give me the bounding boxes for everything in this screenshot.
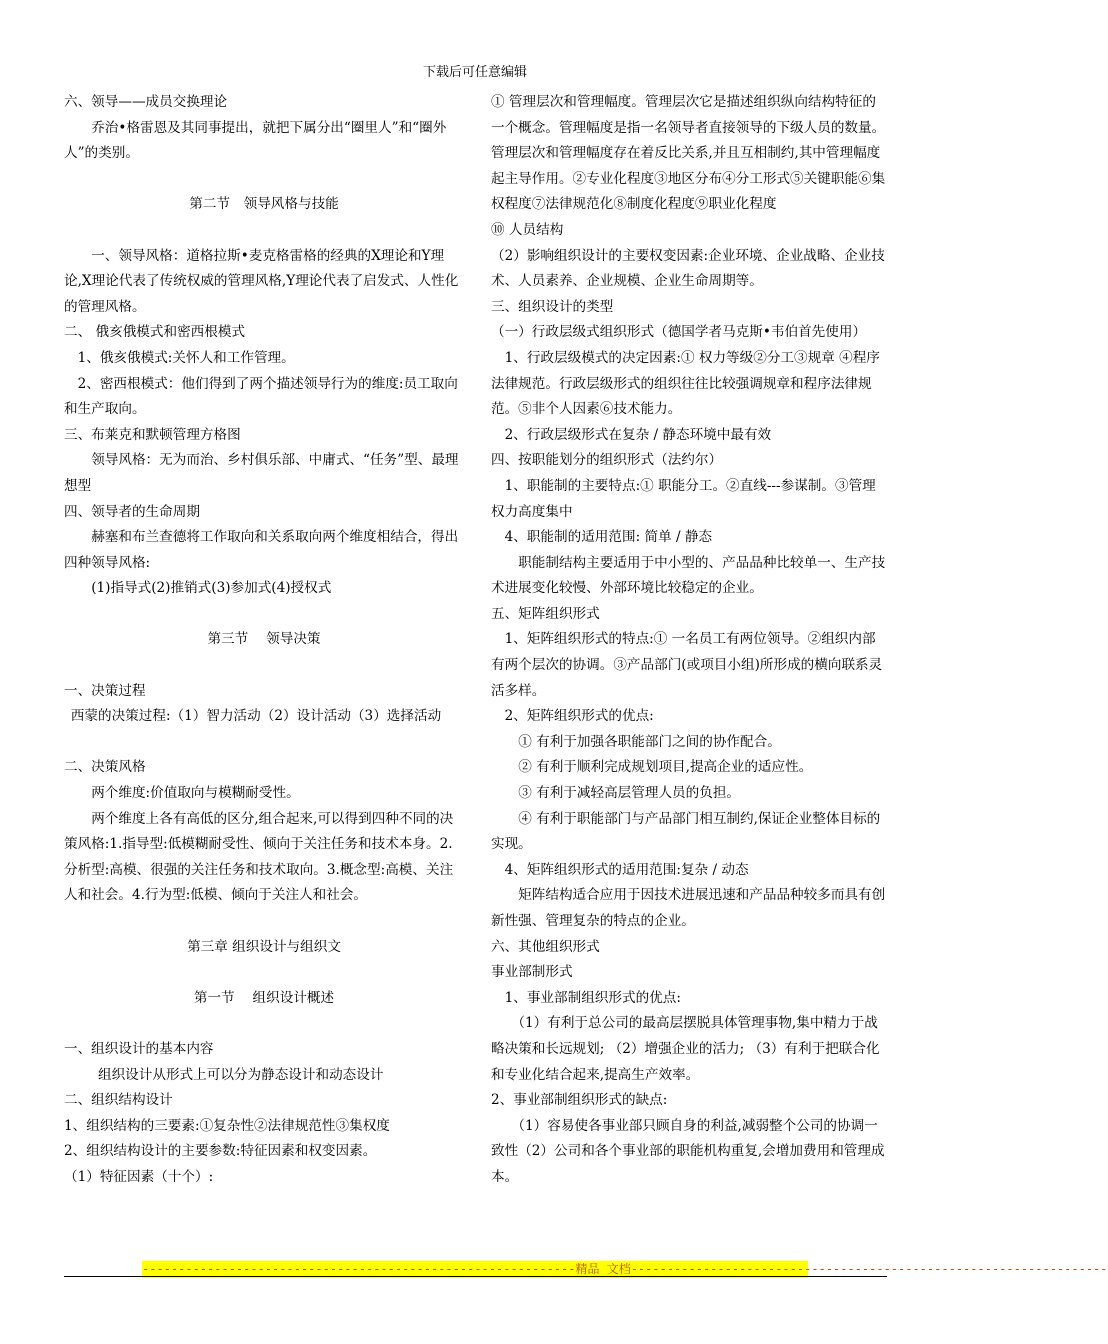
list-item: ① 有利于加强各职能部门之间的协作配合。: [518, 733, 781, 750]
paragraph: 事业部制形式: [491, 964, 573, 981]
section-title: 第一节 组织设计概述: [193, 989, 335, 1006]
paragraph: 矩阵结构适合应用于因技术进展迅速和产品品种较多而具有创新性强、管理复杂的特点的企业。: [491, 887, 886, 929]
paragraph: ① 管理层次和管理幅度。管理层次它是描述组织纵向结构特征的一个概念。管理幅度是指一名领导者直接领导的下级人员的数量。管理层次和管理幅度存在着反比关系,并且互相制约,其中管理幅度起主导作用。②专业化程度③地区分布④分工形式⑤关键职能⑥集权程度⑦法律规范化⑧制度化程度⑨职业化程度: [491, 94, 886, 213]
paragraph: 1、组织结构的三要素:①复杂性②法律规范性③集权度: [64, 1117, 390, 1134]
paragraph: （1）有利于总公司的最高层摆脱具体管理事物,集中精力于战略决策和长远规划; （2）增强企业的活力; （3）有利于把联合化和专业化结合起来,提高生产效率。: [491, 1015, 880, 1083]
paragraph: 2、组织结构设计的主要参数:特征因素和权变因素。: [64, 1143, 377, 1160]
paragraph: （2）影响组织设计的主要权变因素:企业环境、企业战略、企业技术、人员素养、企业规模、企业生命周期等。: [491, 247, 885, 290]
paragraph: ⑩ 人员结构: [491, 221, 564, 238]
paragraph: 领导风格：无为而治、乡村俱乐部、中庸式、“任务”型、最理想型: [64, 452, 459, 494]
chapter-title: 第三章 组织设计与组织文: [187, 938, 341, 955]
paragraph: 1、事业部制组织形式的优点:: [504, 989, 681, 1006]
paragraph: 2、密西根模式：他们得到了两个描述领导行为的维度:员工取向和生产取向。: [64, 375, 458, 418]
heading: 六、其他组织形式: [491, 938, 600, 955]
list-item: ③ 有利于减轻高层管理人员的负担。: [518, 785, 741, 802]
right-column: [491, 90, 886, 1191]
heading: 一、决策过程: [64, 682, 146, 699]
paragraph: (1)指导式(2)推销式(3)参加式(4)授权式: [91, 580, 332, 597]
paragraph: 4、矩阵组织形式的适用范围:复杂 / 动态: [504, 861, 749, 878]
paragraph: 赫塞和布兰查德将工作取向和关系取向两个维度相结合，得出四种领导风格:: [64, 529, 459, 571]
section-title: 第三节 领导决策: [207, 631, 321, 648]
heading: 二、 俄亥俄模式和密西根模式: [64, 324, 246, 341]
paragraph: 2、事业部制组织形式的缺点:: [491, 1092, 668, 1109]
heading: 二、决策风格: [64, 759, 146, 776]
paragraph: （1）容易使各事业部只顾自身的利益,减弱整个公司的协调一致性（2）公司和各个事业部的职能机构重复,会增加费用和管理成本。: [491, 1117, 885, 1185]
heading: 六、领导——成员交换理论: [64, 94, 228, 110]
paragraph: （1）特征因素（十个）:: [64, 1168, 214, 1185]
paragraph: 职能制结构主要适用于中小型的、产品品种比较单一、生产技术进展变化较慢、外部环境比较稳定的企业。: [491, 554, 886, 597]
footer-divider: [64, 1276, 887, 1277]
heading: 三、组织设计的类型: [491, 298, 614, 315]
heading: 四、领导者的生命周期: [64, 503, 200, 520]
paragraph: 两个维度:价值取向与模糊耐受性。: [91, 785, 300, 802]
paragraph: 2、行政层级形式在复杂 / 静态环境中最有效: [504, 426, 772, 443]
heading: 二、组织结构设计: [64, 1092, 173, 1109]
paragraph: 一、领导风格：道格拉斯•麦克格雷格的经典的X理论和Y理论,X理论代表了传统权威的管理风格,Y理论代表了启发式、人性化的管理风格。: [64, 247, 459, 315]
paragraph: 两个维度上各有高低的区分,组合起来,可以得到四种不同的决策风格:1.指导型:低模糊耐受性、倾向于关注任务和技术本身。2.分析型:高模、很强的关注任务和技术取向。3.概念型:高模、关注人和社会。4.行为型:低模、倾向于关注人和社会。: [64, 810, 454, 904]
paragraph: 4、职能制的适用范围: 简单 / 静态: [504, 529, 713, 546]
paragraph: 西蒙的决策过程:（1）智力活动（2）设计活动（3）选择活动: [70, 708, 442, 725]
footer-watermark: ------------------------------------------------------------精品 文档------------------------------------------------------------------: [142, 1262, 1108, 1276]
paragraph: （一）行政层级式组织形式（德国学者马克斯•韦伯首先使用）: [491, 324, 867, 341]
left-column: [64, 90, 464, 1191]
paragraph: 1、职能制的主要特点:① 职能分工。②直线---参谋制。③管理权力高度集中: [491, 477, 876, 520]
list-item: ④ 有利于职能部门与产品部门相互制约,保证企业整体目标的实现。: [491, 810, 881, 853]
paragraph: 乔治•格雷恩及其同事提出，就把下属分出“圈里人”和“圈外人”的类别。: [64, 119, 447, 162]
heading: 一、组织设计的基本内容: [64, 1040, 214, 1057]
heading: 四、按职能划分的组织形式（法约尔）: [491, 452, 723, 469]
page-header: 下载后可任意编辑: [422, 65, 527, 80]
heading: 五、矩阵组织形式: [491, 605, 600, 622]
paragraph: 组织设计从形式上可以分为静态设计和动态设计: [98, 1066, 384, 1083]
paragraph: 2、矩阵组织形式的优点:: [504, 708, 654, 725]
section-title: 第二节 领导风格与技能: [189, 196, 339, 213]
heading: 三、布莱克和默顿管理方格图: [64, 426, 241, 443]
list-item: ② 有利于顺利完成规划项目,提高企业的适应性。: [518, 759, 813, 776]
paragraph: 1、矩阵组织形式的特点:① 一名员工有两位领导。②组织内部有两个层次的协调。③产品部门(或项目小组)所形成的横向联系灵活多样。: [491, 631, 883, 699]
paragraph: 1、行政层级模式的决定因素:① 权力等级②分工③规章 ④程序法律规范。行政层级形式的组织往往比较强调规章和程序法律规范。⑤非个人因素⑥技术能力。: [491, 349, 880, 418]
paragraph: 1、俄亥俄模式:关怀人和工作管理。: [77, 349, 295, 366]
